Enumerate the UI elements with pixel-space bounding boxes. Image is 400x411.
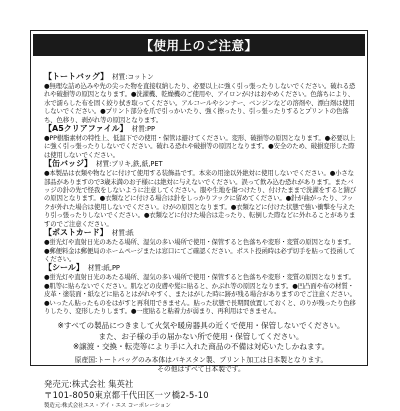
publisher-line: 発売元:株式会社 集英社 (44, 378, 134, 389)
country-of-origin (44, 356, 358, 374)
section-title: 【シール】 (44, 263, 84, 273)
section-material: 材質:PP (131, 125, 155, 134)
section-sticker (44, 263, 358, 315)
section-postcard (44, 228, 358, 263)
section-tote-bag (44, 72, 358, 124)
manufacturer: 製造元:株式会社エス・アイ・エス コーポレーション (44, 402, 171, 409)
section-material: 材質:ブリキ,鉄,紙,PET (96, 160, 163, 169)
header-title: 【使用上のご注意】 (140, 38, 258, 53)
section-body: ●本製品は衣類や物などに付けて使用する装飾品です。本来の用途以外絶対に使用しないでください。●小さな部品がありますので3歳未満のお子様には絶対に与えないでください。誤って飲み込む恐れがあります。またバッジの針の先で怪我をしないように注意してください。服や生地を傷つけたり、付けたままで洗濯をすると錆びの原因となります。●衣類などに付ける場合は針をしっかりフックに留めてください。●針が曲がったり、フックが外れた場合は使用しないでください。けがの原因となります。●衣類などに付けた状態で強い衝撃を与えたり引っ張ったりしないでください。●衣類などに付けた場合は走ったり、転倒した際などに外れることがありますのでご注意ください。 (44, 169, 357, 228)
section-title: 【ポストカード】 (44, 228, 108, 238)
origin-line: その他はすべて日本製です。 (157, 364, 245, 373)
publisher-info (44, 379, 358, 401)
section-title: 【A5クリアファイル】 (44, 124, 128, 134)
general-notes (44, 321, 358, 352)
section-clear-file (44, 124, 358, 159)
section-body: ●蛍光灯や直射日光のあたる場所、湿気の多い場所で使用・保管すると色落ちや変形・変質の原因となります。●郵便料金は郵便局のホームページまたは窓口にてご確認ください。ポスト投函時は必ず切手を貼って投函してください。 (44, 238, 356, 263)
section-body: ●無理な詰め込みや先の尖った物を直接収納したり、必要以上に強く引っ張ったりしないでください。破れる恐れや破損等の原因となります。●洗濯機、乾燥機のご使用や、アイロンがけはおやめください。色落ちにより、水で濡らした布を固く絞り拭き取ってください。アルコールやシンナー、ベンジンなどの溶剤や、漂白剤は使用しないでください。●プリント部分を爪で引っかいたり、強く擦ったり、引っ張ったりするとプリントの色落ち、色移り、剥がれ等の原因となります。 (44, 82, 356, 124)
section-body: ●PP樹脂素材の特性上、低温下での使用・保管は避けてください。変形、破損等の原因となります。●必要以上に強く引っ張ったりしないでください。破れる恐れや破損等の原因となります。●安全のため、破損変形した際は使用しないでください。 (44, 134, 356, 159)
header-bar (33, 34, 365, 56)
section-title: 【トートバッグ】 (44, 72, 109, 81)
section-material: 材質:紙 (111, 229, 134, 238)
content (44, 72, 358, 411)
section-can-badge (44, 159, 358, 228)
section-material: 材質:コットン (112, 73, 154, 81)
publisher-address: 〒101-8050東京都千代田区一ツ橋2-5-10 (44, 389, 209, 400)
note-line: ※譲渡・交換・転売等により手に入れた商品の不備は対応いたしかねます。 (72, 341, 330, 351)
section-body: ●蛍光灯や直射日光のあたる場所、湿気の多い場所で使用・保管すると色落ちや変形・変質の原因となります。●肌等に貼らないでください。肌などの皮膚や髪に貼ると、かぶれ等の原因となります。●凹凸面や布の材質・皮革・塗装面・紙などに貼るとはがれやすく、またはがした時に跡が残る場合がありますのでご注意ください。●いったん貼ったものをはがすと再利用できません。貼った状態で長期間放置しておくと、のりが残ったり色移りしたり、変形したりします。●一度貼ると粘着力が弱まり、再利用はできません。 (44, 273, 356, 315)
section-title: 【缶バッジ】 (44, 159, 92, 169)
origin-line: 原産国:トートバッグのみ本体はパキスタン製、プリント加工は日本製となります。 (74, 355, 328, 364)
note-line: また、お子様の手の届かない所で使用・保管してください。 (98, 331, 304, 341)
note-line: ※すべての製品につきまして火気や暖房器具の近くで使用・保管しないでください。 (57, 321, 345, 331)
section-material: 材質:紙,PP (87, 264, 120, 273)
